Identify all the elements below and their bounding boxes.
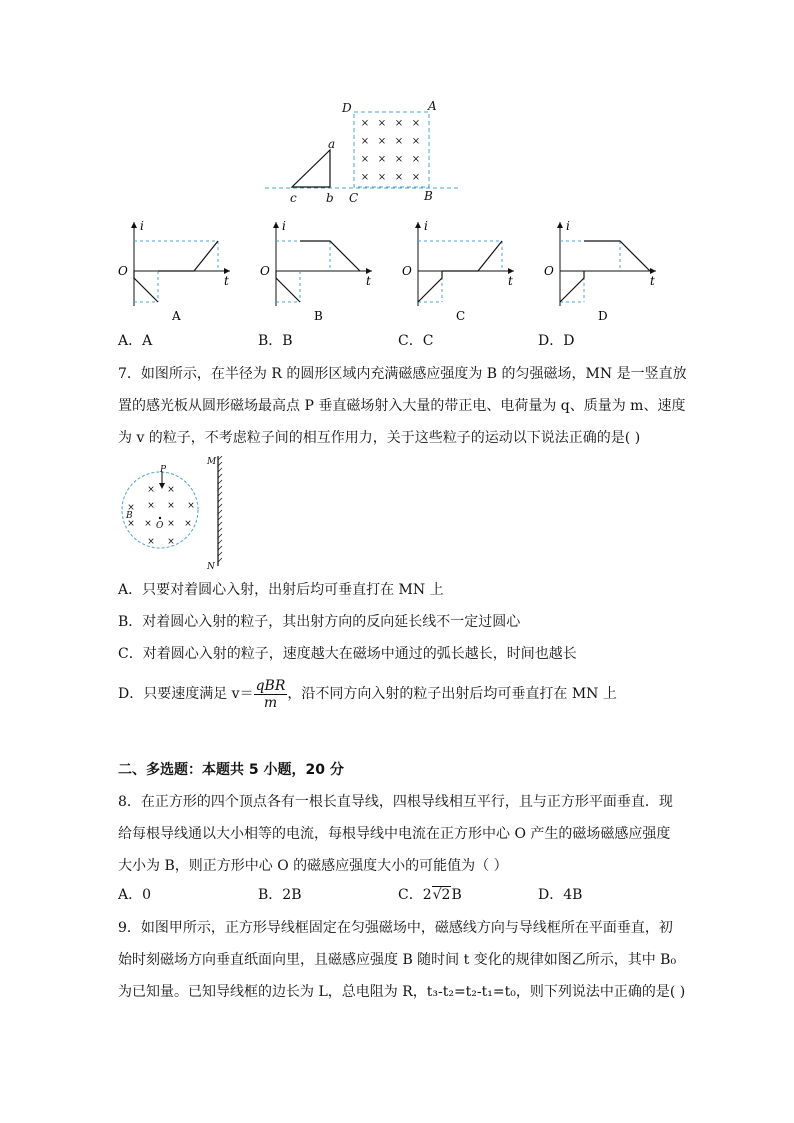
graph-caption-a: A (172, 309, 181, 323)
q8-text-line3: 大小为 B，则正方形中心 O 的磁感应强度大小的可能值为（ ） (118, 858, 508, 874)
label-N: N (207, 562, 215, 572)
label-B: B (126, 511, 133, 521)
axis-i-label: i (566, 219, 570, 233)
label-c: c (290, 191, 297, 205)
q7-text-line2: 置的感光板从圆形磁场最高点 P 垂直磁场射入大量的带正电、电荷量为 q、质量为 m、速度 (118, 398, 686, 414)
q7-text-line3: 为 v 的粒子，不考虑粒子间的相互作用力，关于这些粒子的运动以下说法正确的是( ) (118, 430, 641, 446)
label-M: M (207, 457, 217, 467)
q8-text-line1: 8．在正方形的四个顶点各有一根长直导线，四根导线相互平行，且与正方形平面垂直．现 (118, 794, 673, 810)
cross-mark: × (411, 154, 421, 165)
axis-t-label: t (224, 274, 229, 288)
svg-text:×: × (127, 519, 135, 529)
cross-mark: × (377, 172, 387, 183)
cross-mark: × (377, 136, 387, 147)
origin-label: O (402, 264, 412, 278)
graph-a (112, 218, 242, 326)
cross-mark: × (377, 154, 387, 165)
svg-text:×: × (147, 501, 155, 511)
cross-mark: × (394, 172, 404, 183)
graph-b (254, 218, 384, 326)
q9-text-line1: 9．如图甲所示，正方形导线框固定在匀强磁场中，磁感线方向与导线框所在平面垂直，初 (118, 920, 673, 936)
graph-d (538, 218, 668, 326)
svg-text:×: × (167, 537, 175, 547)
svg-text:×: × (147, 485, 155, 495)
cross-mark: × (394, 136, 404, 147)
cross-mark: × (411, 136, 421, 147)
q6-option-c[interactable]: C．C (398, 333, 434, 349)
label-A: A (428, 99, 437, 113)
svg-text:×: × (144, 519, 152, 529)
q9-text-line2: 始时刻磁场方向垂直纸面向里，且磁感应强度 B 随时间 t 变化的规律如图乙所示，其中 B₀ (118, 952, 677, 968)
svg-text:×: × (167, 501, 175, 511)
origin-label: O (118, 264, 128, 278)
svg-text:×: × (167, 485, 175, 495)
q8-text-line2: 给每根导线通以大小相等的电流，每根导线中电流在正方形中心 O 产生的磁场磁感应强度 (118, 826, 671, 842)
graph-c (396, 218, 526, 326)
label-a: a (328, 137, 336, 151)
cross-mark: × (411, 118, 421, 129)
q7-option-a[interactable]: A．只要对着圆心入射，出射后均可垂直打在 MN 上 (118, 582, 444, 598)
svg-text:×: × (127, 503, 135, 513)
axis-t-label: t (650, 274, 655, 288)
label-O: O (156, 521, 164, 531)
axis-i-label: i (424, 219, 428, 233)
label-C: C (349, 191, 359, 205)
q7-option-d-suffix: ，沿不同方向入射的粒子出射后均可垂直打在 MN 上 (287, 686, 617, 702)
cross-mark: × (360, 136, 370, 147)
q7-option-c[interactable]: C．对着圆心入射的粒子，速度越大在磁场中通过的弧长越长，时间也越长 (118, 646, 577, 662)
q7-circle-figure (118, 452, 238, 572)
svg-text:×: × (187, 501, 195, 511)
section-title: 二、多选题：本题共 5 小题，20 分 (118, 762, 344, 778)
graph-caption-c: C (456, 309, 466, 323)
q6-option-b[interactable]: B．B (258, 333, 293, 349)
label-b: b (326, 191, 334, 205)
sqrt-symbol: √2 (432, 887, 451, 903)
q6-option-a[interactable]: A．A (118, 333, 153, 349)
field-crosses (361, 118, 420, 183)
cross-mark: × (360, 154, 370, 165)
axis-i-label: i (140, 219, 144, 233)
svg-text:×: × (147, 537, 155, 547)
q9-text-line3: 为已知量。已知导线框的边长为 L，总电阻为 R，t₃-t₂=t₂-t₁=t₀，则下列说法中正确的是( ) (118, 984, 686, 1000)
q7-option-d-prefix: D．只要速度满足 v＝ (118, 686, 254, 702)
label-D: D (342, 101, 352, 115)
axis-t-label: t (366, 274, 371, 288)
q8-option-b[interactable]: B．2B (258, 887, 302, 903)
velocity-fraction: $\frac{\text{qBR}}{m}$ (255, 677, 286, 711)
axis-i-label: i (282, 219, 286, 233)
q8-option-c[interactable]: C．2√2B (398, 887, 462, 903)
q7-option-b[interactable]: B．对着圆心入射的粒子，其出射方向的反向延长线不一定过圆心 (118, 614, 521, 630)
svg-text:×: × (184, 519, 192, 529)
cross-mark: × (394, 154, 404, 165)
q7-text-line1: 7．如图所示，在半径为 R 的圆形区域内充满磁感应强度为 B 的匀强磁场，MN 是一竖直放 (118, 366, 687, 382)
cross-mark: × (360, 118, 370, 129)
axis-t-label: t (508, 274, 513, 288)
label-B: B (424, 189, 433, 203)
q8-option-d[interactable]: D．4B (538, 887, 583, 903)
q6-option-d[interactable]: D．D (538, 333, 575, 349)
label-P: P (160, 465, 167, 475)
graph-caption-d: D (598, 309, 608, 323)
q6-field-figure (260, 98, 470, 208)
cross-mark: × (394, 118, 404, 129)
origin-label: O (260, 264, 270, 278)
origin-label: O (544, 264, 554, 278)
svg-text:×: × (167, 519, 175, 529)
cross-mark: × (377, 118, 387, 129)
graph-caption-b: B (314, 309, 323, 323)
cross-mark: × (360, 172, 370, 183)
triangle-abc (292, 150, 330, 187)
q8-option-a[interactable]: A．0 (118, 887, 152, 903)
q7-option-d[interactable] (118, 676, 617, 712)
cross-mark: × (411, 172, 421, 183)
